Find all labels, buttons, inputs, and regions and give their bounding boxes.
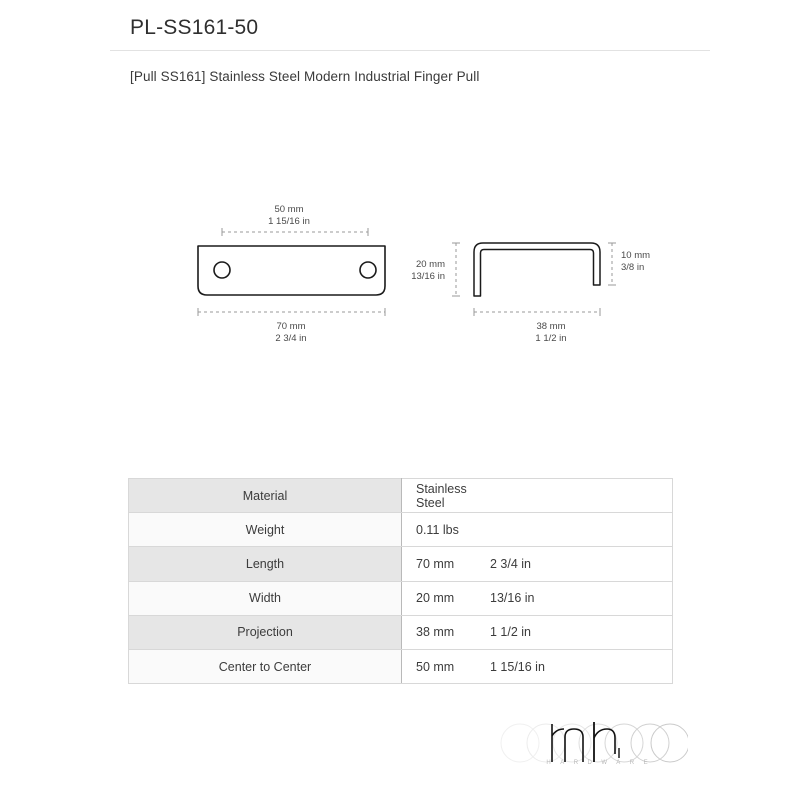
spec-value-metric: 70 mm — [416, 556, 455, 571]
spec-value — [402, 547, 673, 581]
spec-label: Projection — [129, 615, 402, 649]
spec-label: Weight — [129, 513, 402, 547]
front-top-dimension-imperial: 1 15/16 in — [268, 216, 310, 227]
side-right-dimension-imperial: 3/8 in — [621, 262, 645, 273]
brand-logo — [498, 718, 688, 790]
table-row — [129, 513, 673, 547]
front-view-drawing — [198, 204, 385, 344]
spec-label: Width — [129, 581, 402, 615]
logo-tagline: HARDWARE — [546, 760, 658, 766]
spec-value — [402, 479, 673, 513]
front-top-dimension-metric: 50 mm — [274, 204, 304, 215]
spec-value-metric: 0.11 lbs — [416, 522, 459, 537]
specifications-table — [128, 478, 673, 684]
technical-drawings — [0, 190, 800, 360]
spec-value-metric: 38 mm — [416, 625, 455, 640]
header-divider — [110, 50, 710, 51]
spec-value-metric: 20 mm — [416, 591, 455, 606]
spec-value-metric: Stainless Steel — [416, 481, 467, 510]
spec-value — [402, 581, 673, 615]
side-right-dimension-metric: 10 mm — [621, 250, 651, 261]
spec-value-imperial: 2 3/4 in — [490, 556, 532, 571]
spec-value-imperial: 1 15/16 in — [490, 659, 545, 674]
side-left-dimension-metric: 20 mm — [415, 259, 445, 270]
product-name: [Pull SS161] Stainless Steel Modern Industrial Finger Pull — [130, 69, 480, 84]
table-row — [129, 547, 673, 581]
side-bottom-dimension-metric: 38 mm — [536, 321, 566, 332]
page-title: PL-SS161-50 — [130, 16, 259, 39]
spec-value-metric: 50 mm — [416, 659, 455, 674]
table-row — [129, 581, 673, 615]
side-view-drawing — [411, 243, 650, 344]
front-bottom-dimension-imperial: 2 3/4 in — [275, 333, 307, 344]
spec-value — [402, 615, 673, 649]
side-left-dimension-imperial: 13/16 in — [411, 271, 445, 282]
document-header — [110, 14, 710, 86]
table-row — [129, 615, 673, 649]
spec-label: Center to Center — [129, 649, 402, 683]
spec-value-imperial: 1 1/2 in — [490, 625, 532, 640]
spec-value — [402, 649, 673, 683]
spec-label: Material — [129, 479, 402, 513]
spec-label: Length — [129, 547, 402, 581]
table-row — [129, 479, 673, 513]
table-row — [129, 649, 673, 683]
spec-value — [402, 513, 673, 547]
spec-value-imperial: 13/16 in — [490, 591, 535, 606]
side-bottom-dimension-imperial: 1 1/2 in — [535, 333, 567, 344]
front-bottom-dimension-metric: 70 mm — [276, 321, 306, 332]
